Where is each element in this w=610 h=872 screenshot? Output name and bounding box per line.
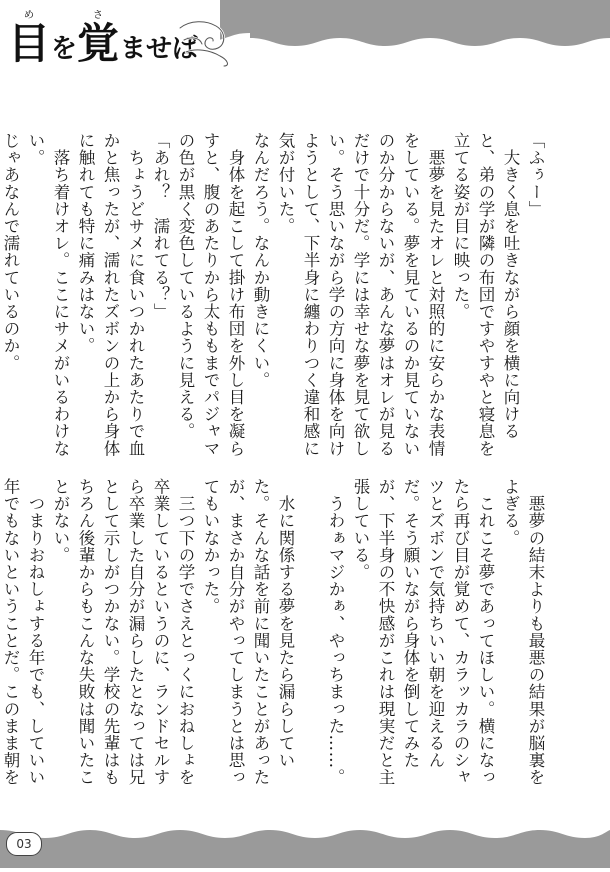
paragraph: 悪夢の結末よりも最悪の結果が脳裏をよぎる。 — [501, 478, 545, 786]
paragraph: 悪夢を見たオレと対照的に安らかな表情をしている。夢を見ているのか見ていないのか分からないが、あんな夢はオレが見るだけで十分だ。学には幸せな夢を見て欲しい。そう思いながら学の方向に身体を向けようとして、下半身に纏わりつく違和感に気が付いた。 — [276, 132, 445, 457]
swirl-icon — [176, 10, 236, 70]
title-char-maseba: ませば — [120, 34, 199, 64]
paragraph: 身体を起こして掛け布団を外し目を凝らすと、腹のあたりから太ももまでパジャマの色が黒く変色しているように見える。 — [176, 132, 245, 457]
paragraph: 落ち着けオレ。ここにサメがいるわけない。 — [26, 132, 70, 457]
paragraph: なんだろう。なんか動きにくい。 — [251, 132, 270, 389]
paragraph-blank — [298, 478, 323, 800]
paragraph: これこそ夢であってほしい。横になったら再び目が覚めて、カラッカラのシャツとズボンで気持ちいい朝を迎えるんだ。そう願いながら身体を倒してみたが、下半身の不快感がこれは現実だと主張している。 — [351, 478, 495, 786]
paragraph: 「あれ？ 濡れてる？」 — [151, 132, 170, 321]
body-text-bottom — [0, 478, 548, 800]
paragraph: じゃあなんで濡れているのか。 — [1, 132, 20, 372]
page-number: 03 — [6, 832, 42, 856]
title-ruby-sa: さ — [93, 10, 104, 21]
title-char-me: 目 め — [8, 10, 51, 68]
title-ruby-me: め — [24, 10, 34, 21]
footer-wave-decoration — [0, 810, 610, 868]
paragraph: うわぁマジかぁ、やっちまった……。 — [326, 478, 345, 786]
title-char-sa: 覚 さ — [77, 10, 120, 68]
body-text-top — [0, 132, 548, 460]
paragraph: 三つ下の学でさえとっくにおねしょを卒業しているというのに、ランドセルすら卒業した自分が漏らしたとなっては兄として示しがつかない。学校の先輩はもちろん後輩からもこんな失敗は聞いたことがない。 — [51, 478, 195, 786]
page-title — [8, 10, 199, 68]
paragraph: 水に関係する夢を見たら漏らしていた。そんな話を前に聞いたことがあったが、まさか自分がやってしまうとは思ってもいなかった。 — [201, 478, 295, 786]
footer-band — [0, 810, 610, 868]
paragraph: 大きく息を吐きながら顔を横に向けると、弟の学が隣の布団ですやすやと寝息を立てる姿が目に映った。 — [451, 132, 520, 457]
paragraph: つまりおねしょする年でも、していい年でもないということだ。このまま朝を — [1, 478, 45, 786]
paragraph: ちょうどサメに食いつかれたあたりで血かと焦ったが、濡れたズボンの上から身体に触れても特に痛みはない。 — [76, 132, 145, 457]
paragraph: 「ふぅー」 — [526, 132, 545, 218]
title-char-wo: を — [51, 34, 78, 64]
